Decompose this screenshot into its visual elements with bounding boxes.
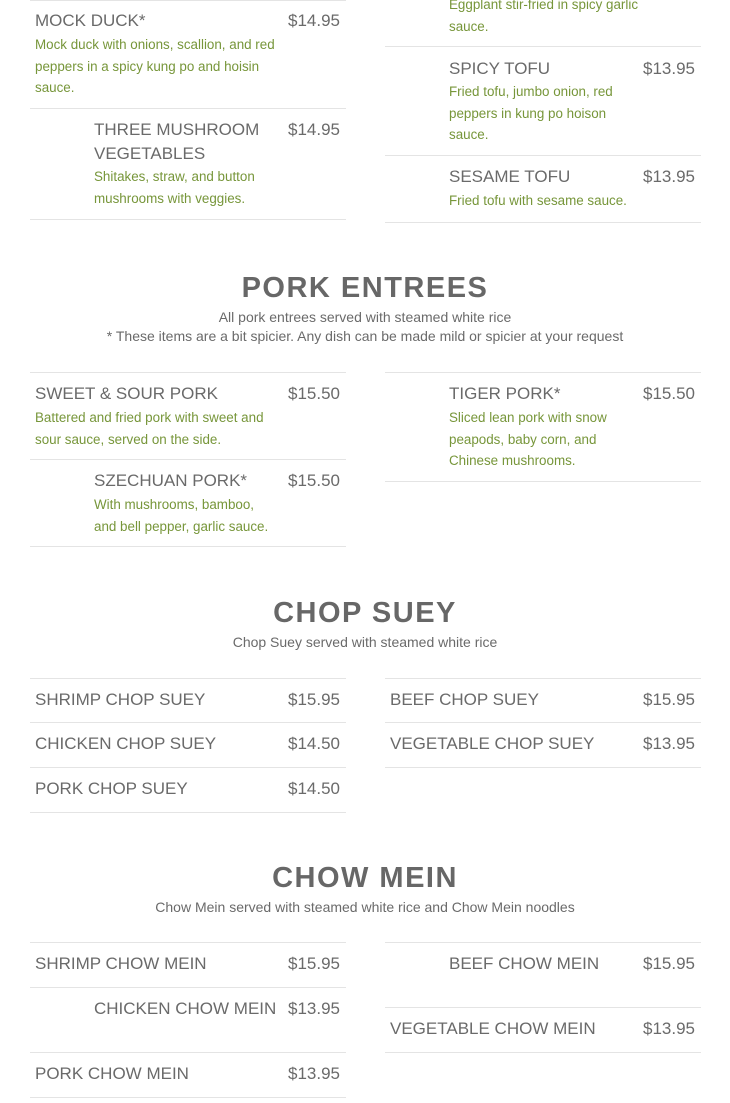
item-description: Eggplant stir-fried in spicy garlic sauce. (449, 0, 639, 34)
item-name: BEEF CHOW MEIN (449, 954, 600, 973)
divider (30, 1097, 346, 1098)
item-description: Fried tofu with sesame sauce. (449, 193, 627, 208)
item-price: $13.95 (643, 167, 695, 186)
section-title-pork: PORK ENTREES (241, 272, 489, 304)
item-price: $13.95 (288, 1064, 340, 1083)
item-price: $14.95 (288, 11, 340, 30)
section-subtitle-chow-mein: Chow Mein served with steamed white rice and Chow Mein noodles (155, 899, 575, 915)
item-price: $13.95 (288, 999, 340, 1018)
item-description: Shitakes, straw, and button mushrooms with veggies. (94, 169, 255, 206)
item-name: VEGETABLE CHOP SUEY (390, 734, 595, 753)
item-name: SHRIMP CHOW MEIN (35, 954, 207, 973)
item-price: $15.95 (643, 690, 695, 709)
divider (30, 987, 346, 988)
item-description: Sliced lean pork with snow peapods, baby corn, and Chinese mushrooms. (449, 410, 607, 468)
item-description: With mushrooms, bamboo, and bell pepper, garlic sauce. (94, 497, 269, 534)
item-name: BEEF CHOP SUEY (390, 690, 539, 709)
divider (385, 942, 701, 943)
item-description: Fried tofu, jumbo onion, red peppers in kung po hoison sauce. (449, 84, 613, 142)
section-title-chow-mein: CHOW MEIN (272, 862, 458, 894)
item-description: Mock duck with onions, scallion, and red peppers in a spicy kung po and hoisin sauce. (35, 37, 275, 95)
item-price: $13.95 (643, 1019, 695, 1038)
divider (385, 1007, 701, 1008)
item-price: $15.50 (288, 471, 340, 490)
item-name: THREE MUSHROOM VEGETABLES (94, 120, 260, 163)
item-price: $15.50 (288, 384, 340, 403)
divider (385, 1052, 701, 1053)
chow-mein-right-column (385, 0, 701, 1103)
item-name: CHICKEN CHOW MEIN (94, 999, 277, 1018)
item-price: $15.95 (643, 954, 695, 973)
section-subtitle-pork: All pork entrees served with steamed white rice (218, 309, 512, 325)
item-price: $15.95 (288, 954, 340, 973)
divider (30, 1052, 346, 1053)
item-price: $13.95 (643, 59, 695, 78)
divider (30, 942, 346, 943)
item-price: $14.95 (288, 120, 340, 139)
section-subtitle-chop-suey: Chop Suey served with steamed white rice (232, 634, 498, 650)
item-price: $14.50 (288, 779, 340, 798)
item-price: $14.50 (288, 734, 340, 753)
item-name: PORK CHOP SUEY (35, 779, 188, 798)
item-name: SHRIMP CHOP SUEY (35, 690, 206, 709)
item-name: SESAME TOFU (449, 167, 571, 186)
item-name: SZECHUAN PORK* (94, 471, 248, 490)
item-name: PORK CHOW MEIN (35, 1064, 189, 1083)
item-name: CHICKEN CHOP SUEY (35, 734, 217, 753)
item-name: SWEET & SOUR PORK (35, 384, 218, 403)
item-name: SPICY TOFU (449, 59, 551, 78)
item-name: TIGER PORK* (449, 384, 561, 403)
item-price: $13.95 (643, 734, 695, 753)
item-description: Battered and fried pork with sweet and sour sauce, served on the side. (35, 410, 264, 447)
item-name: MOCK DUCK* (35, 11, 146, 30)
item-price: $15.50 (643, 384, 695, 403)
section-title-chop-suey: CHOP SUEY (273, 597, 457, 629)
item-price: $15.95 (288, 690, 340, 709)
section-note-pork: * These items are a bit spicier. Any dish can be made mild or spicier at your request (106, 328, 624, 344)
item-name: VEGETABLE CHOW MEIN (390, 1019, 596, 1038)
chow-mein-left-column (30, 0, 346, 1103)
